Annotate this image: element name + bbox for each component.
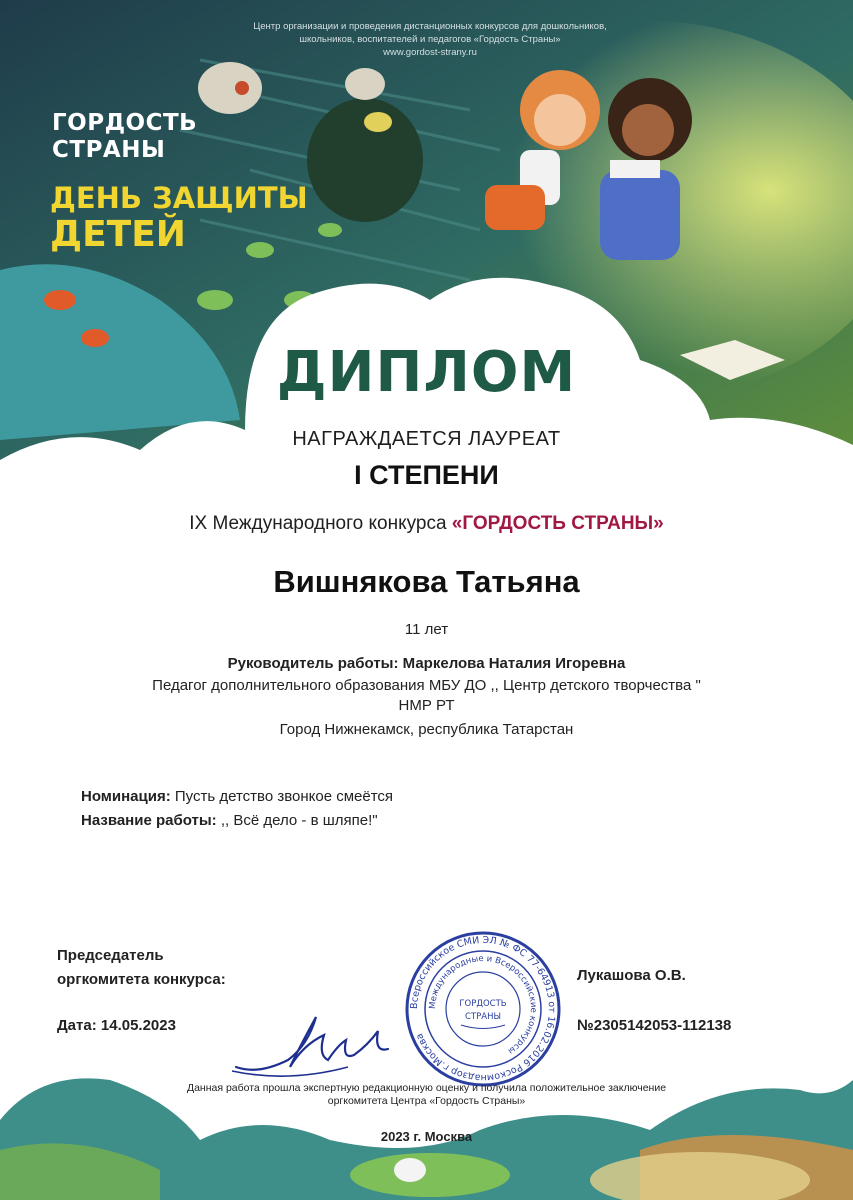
registration-number: №2305142053-112138 xyxy=(577,1017,732,1034)
expert-note xyxy=(120,1082,733,1108)
chair-label xyxy=(57,944,226,992)
contest-name: «ГОРДОСТЬ СТРАНЫ» xyxy=(451,513,664,534)
bird-2 xyxy=(345,68,385,100)
org-line-2: школьников, воспитателей и педагогов «Гордость Страны» xyxy=(299,34,561,45)
bird-1 xyxy=(198,62,262,114)
org-website: www.gordost-strany.ru xyxy=(383,47,477,58)
bottom-bird xyxy=(394,1158,426,1182)
creature-body xyxy=(307,98,423,222)
brand-line-1: ГОРДОСТЬ xyxy=(52,110,198,136)
org-line-1: Центр организации и проведения дистанционных конкурсов для дошкольников, xyxy=(253,21,607,32)
position-line-2: НМР РТ xyxy=(398,697,455,714)
svg-text:Всероссийское СМИ ЭЛ № ФС 77-6: Всероссийское СМИ ЭЛ № ФС 77-64913 от 16.02.2016 Роскомнадзор г.Москва xyxy=(408,934,558,1084)
contest-line xyxy=(0,513,853,535)
chair-line-1: Председатель xyxy=(57,947,164,964)
svg-text:Международные и Всероссийские: Международные и Всероссийские конкурсы xyxy=(427,953,539,1056)
participant-name: Вишнякова Татьяна xyxy=(273,564,580,599)
creature-eye xyxy=(364,112,392,132)
organization-header xyxy=(170,20,690,59)
brand-line-2: СТРАНЫ xyxy=(52,137,166,163)
degree-label: I СТЕПЕНИ xyxy=(354,460,499,490)
brand-logo xyxy=(52,110,197,164)
nomination-label: Номинация: xyxy=(81,788,171,805)
signature-icon xyxy=(228,1005,406,1085)
participant-city: Город Нижнекамск, республика Татарстан xyxy=(279,721,574,738)
city-year: 2023 г. Москва xyxy=(380,1129,473,1144)
note-line-2: оргкомитета Центра «Гордость Страны» xyxy=(327,1095,526,1107)
bird-1-eye xyxy=(235,81,249,95)
note-line-1: Данная работа прошла экспертную редакционную оценку и получила положительное заключение xyxy=(186,1082,667,1094)
svg-text:ГОРДОСТЬ: ГОРДОСТЬ xyxy=(459,999,507,1009)
date-label: Дата: xyxy=(57,1017,97,1034)
awarded-label: НАГРАЖДАЕТСЯ ЛАУРЕАТ xyxy=(292,428,561,450)
work-title-field xyxy=(81,812,378,829)
svg-text:СТРАНЫ: СТРАНЫ xyxy=(465,1012,501,1022)
work-title-value: ,, Всё дело - в шляпе!" xyxy=(220,812,378,829)
contest-prefix: IX Международного конкурса xyxy=(189,513,452,534)
date-value: 14.05.2023 xyxy=(100,1017,176,1034)
work-title-label: Название работы: xyxy=(81,812,217,829)
date-field xyxy=(57,1017,176,1034)
supervisor-line xyxy=(0,655,853,672)
nomination-field xyxy=(81,788,393,805)
event-line-1: ДЕНЬ ЗАЩИТЫ xyxy=(50,181,308,215)
participant-age: 11 лет xyxy=(404,621,449,638)
seal-stamp-icon xyxy=(404,930,562,1088)
event-line-2: ДЕТЕЙ xyxy=(50,214,186,255)
bottom-lily xyxy=(350,1153,510,1197)
chair-line-2: оргкомитета конкурса: xyxy=(57,971,226,988)
position-line-1: Педагог дополнительного образования МБУ ДО ,, Центр детского творчества " xyxy=(152,677,701,694)
nomination-value: Пусть детство звонкое смеётся xyxy=(174,788,394,805)
supervisor-name: Маркелова Наталия Игоревна xyxy=(402,655,626,672)
diploma-title: ДИПЛОМ xyxy=(276,340,577,405)
event-title xyxy=(50,182,308,255)
supervisor-label: Руководитель работы: xyxy=(227,655,399,672)
chair-name: Лукашова О.В. xyxy=(577,967,686,984)
